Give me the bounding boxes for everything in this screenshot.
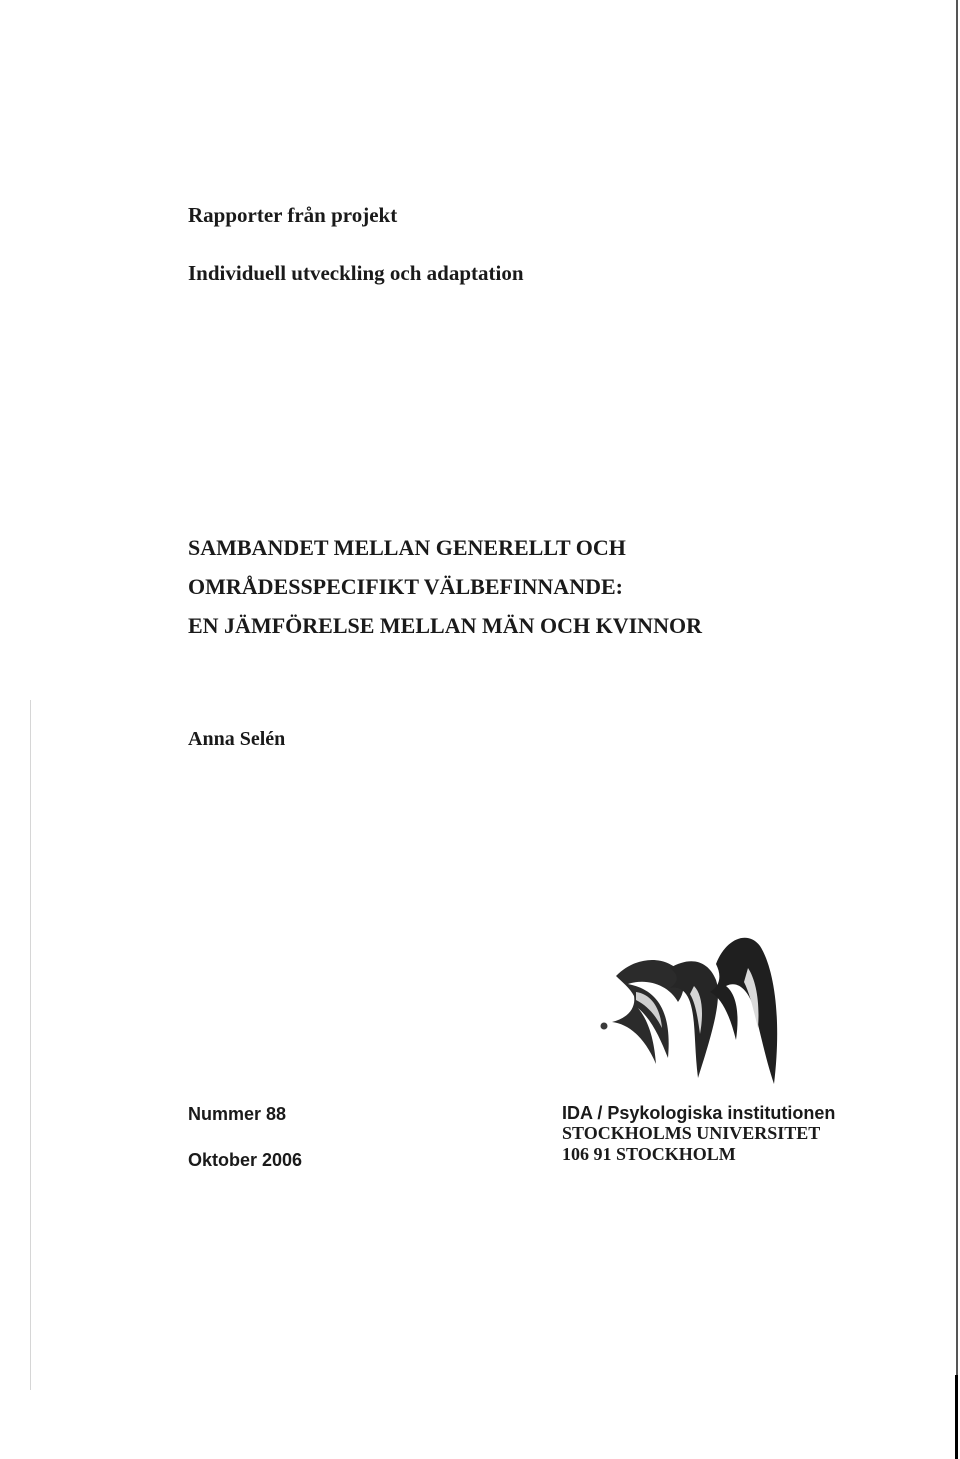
issue-date: Oktober 2006 bbox=[188, 1150, 303, 1170]
project-title: Individuell utveckling och adaptation bbox=[188, 261, 524, 285]
scan-edge-right bbox=[956, 0, 958, 1459]
scan-edge-left bbox=[30, 700, 31, 1390]
report-title-line-2: OMRÅDESSPECIFIKT VÄLBEFINNANDE: bbox=[188, 574, 623, 599]
report-title bbox=[188, 528, 702, 645]
ida-logo-icon bbox=[598, 928, 788, 1088]
publisher-address bbox=[562, 1103, 835, 1165]
publisher-department: IDA / Psykologiska institutionen bbox=[562, 1103, 836, 1123]
report-title-line-1: SAMBANDET MELLAN GENERELLT OCH bbox=[188, 535, 626, 560]
scan-edge-mark bbox=[955, 1375, 958, 1459]
publisher-postal-address: 106 91 STOCKHOLM bbox=[562, 1144, 736, 1164]
author-name: Anna Selén bbox=[188, 728, 286, 750]
issue-number: Nummer 88 bbox=[188, 1104, 287, 1124]
publisher-university: STOCKHOLMS UNIVERSITET bbox=[562, 1123, 821, 1143]
report-title-line-3: EN JÄMFÖRELSE MELLAN MÄN OCH KVINNOR bbox=[188, 613, 702, 638]
series-title: Rapporter från projekt bbox=[188, 203, 398, 227]
